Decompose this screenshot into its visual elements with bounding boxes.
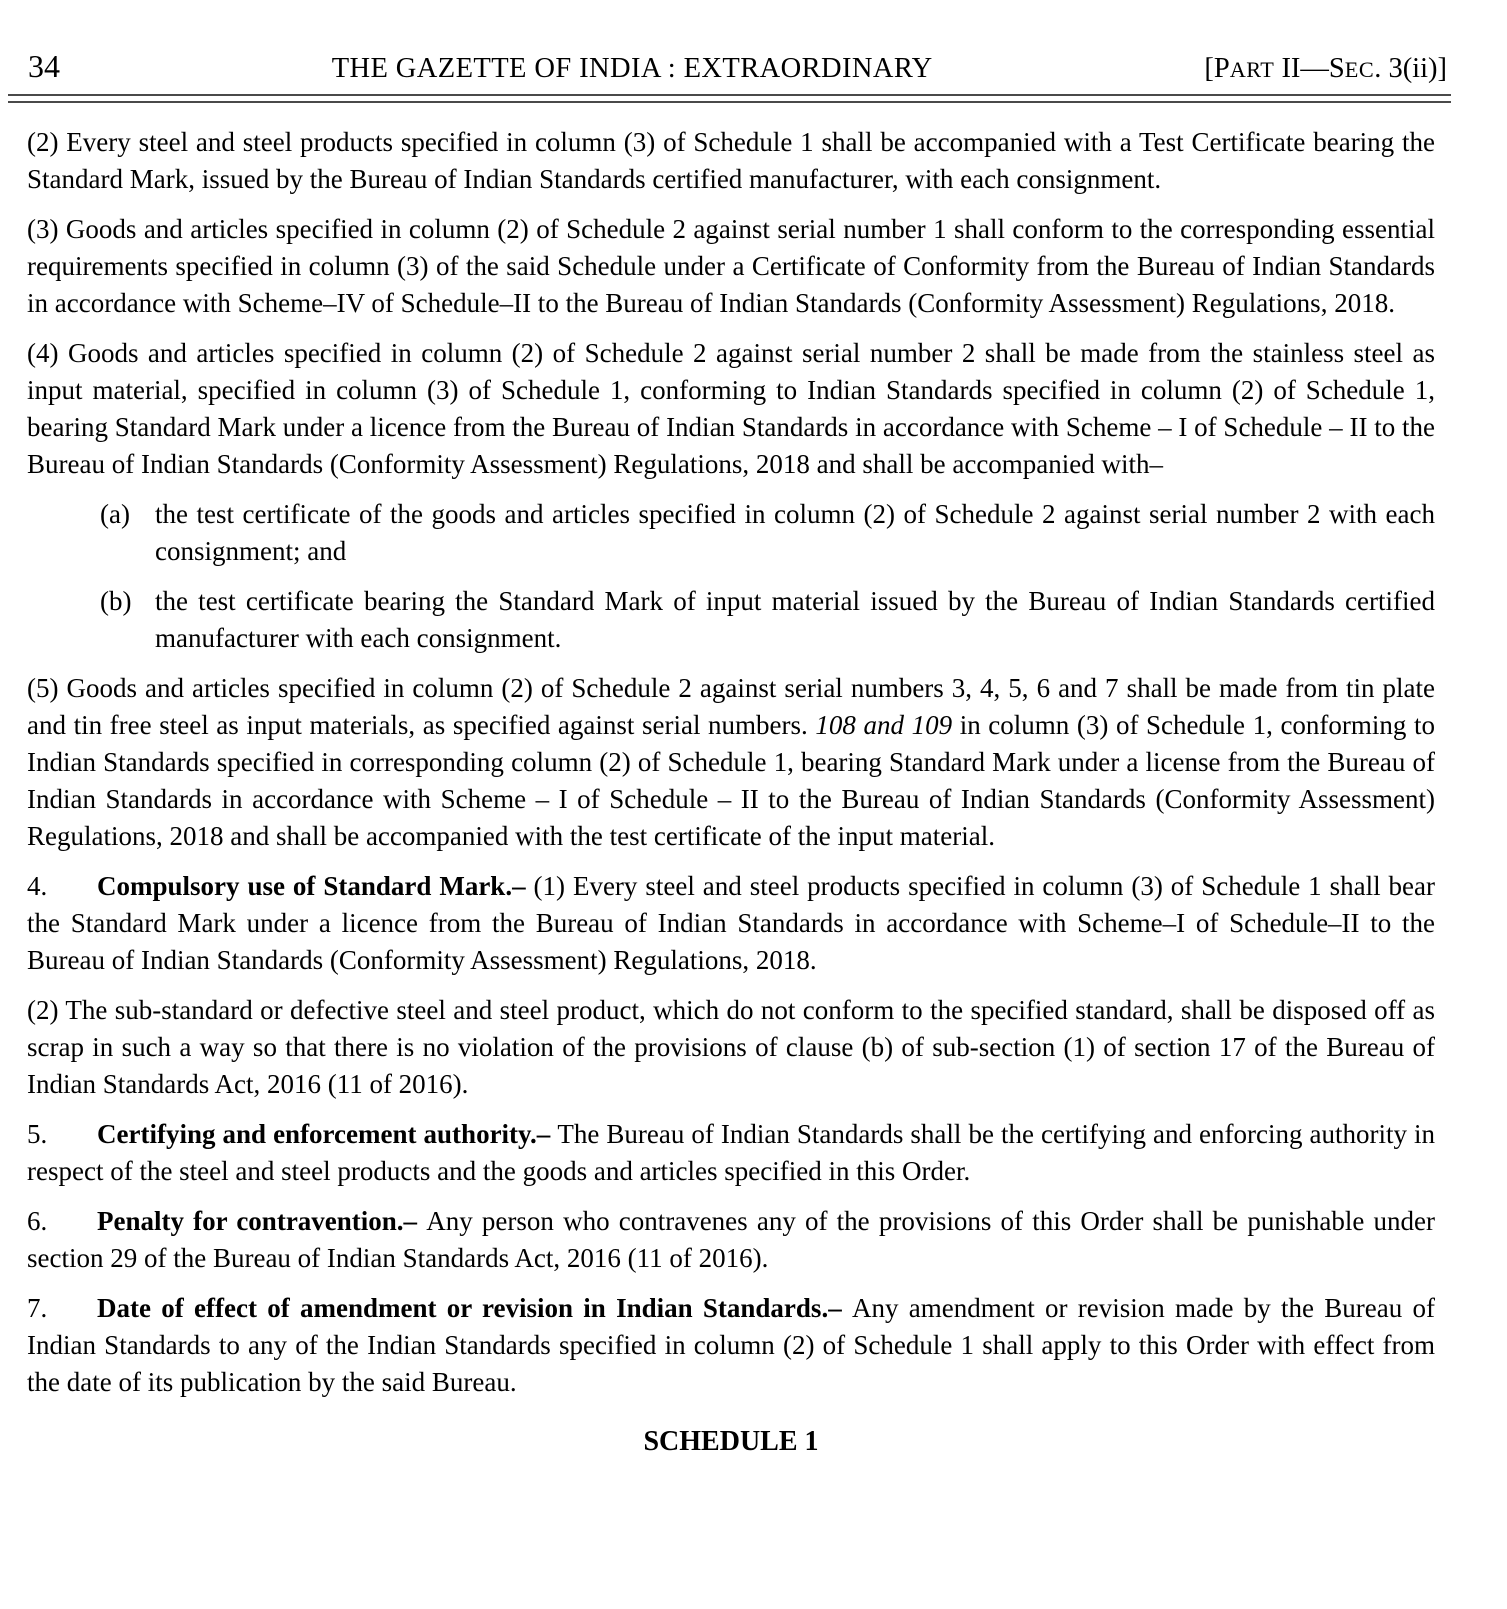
section-7-number: 7. — [27, 1293, 48, 1323]
section-4-text: Compulsory use of Standard Mark.– (1) Every steel and steel products specified in column (3) of Schedule 1 shall bear the Standard Mark under a licence from the Bureau of Indian Standards in accordance with Scheme–I of Schedule–II to the Bureau of Indian Standards (Conformity Assessment) Regulations, 2018. — [27, 871, 1435, 975]
section-6 — [27, 1203, 1435, 1277]
section-5-number: 5. — [27, 1119, 48, 1149]
section-5 — [27, 1116, 1435, 1190]
section-4-clause-2: (2) The sub-standard or defective steel and steel product, which do not conform to the specified standard, shall be disposed off as scrap in such a way so that there is no violation of the provisions of clause (b) of sub-section (1) of section 17 of the Bureau of Indian Standards Act, 2016 (11 of 2016). — [27, 995, 1435, 1099]
clause-4: (4) Goods and articles specified in column (2) of Schedule 2 against serial number 2 shall be made from the stainless steel as input material, specified in column (3) of Schedule 1, conforming to Indian Standards specified in column (2) of Schedule 1, bearing Standard Mark under a licence from the Bureau of Indian Standards in accordance with Scheme – I of Schedule – II to the Bureau of Indian Standards (Conformity Assessment) Regulations, 2018 and shall be accompanied with– — [27, 338, 1435, 479]
clause-3: (3) Goods and articles specified in column (2) of Schedule 2 against serial number 1 shall conform to the corresponding essential requirements specified in column (3) of the said Schedule under a Certificate of Conformity from the Bureau of Indian Standards in accordance with Scheme–IV of Schedule–II to the Bureau of Indian Standards (Conformity Assessment) Regulations, 2018. — [27, 214, 1435, 318]
clause-4b-text: the test certificate bearing the Standard Mark of input material issued by the Bureau of Indian Standards certified manufacturer with each consignment. — [155, 586, 1435, 653]
section-4 — [27, 868, 1435, 979]
clause-4a-label: (a) — [100, 499, 130, 529]
section-5-text: Certifying and enforcement authority.– The Bureau of Indian Standards shall be the certifying and enforcing authority in respect of the steel and steel products and the goods and articles specified in this Order. — [27, 1119, 1435, 1186]
page-number: 34 — [28, 48, 60, 84]
section-6-number: 6. — [27, 1206, 48, 1236]
schedule-1-heading: SCHEDULE 1 — [643, 1426, 819, 1457]
part-section-label: [PART II—SEC. 3(ii)] — [1204, 53, 1447, 84]
document-body — [0, 103, 1507, 1480]
clause-4a — [100, 496, 1435, 570]
page-header — [0, 0, 1507, 94]
clause-4b — [100, 583, 1435, 657]
clause-2: (2) Every steel and steel products specified in column (3) of Schedule 1 shall be accompanied with a Test Certificate bearing the Standard Mark, issued by the Bureau of Indian Standards certified manufacturer, with each consignment. — [27, 127, 1435, 194]
gazette-title: THE GAZETTE OF INDIA : EXTRAORDINARY — [331, 53, 933, 84]
section-7 — [27, 1290, 1435, 1401]
clause-4a-text: the test certificate of the goods and articles specified in column (2) of Schedule 2 against serial number 2 with each consignment; and — [155, 499, 1435, 566]
clause-4b-label: (b) — [100, 586, 132, 616]
section-4-number: 4. — [27, 871, 48, 901]
section-6-text: Penalty for contravention.– Any person who contravenes any of the provisions of this Order shall be punishable under section 29 of the Bureau of Indian Standards Act, 2016 (11 of 2016). — [27, 1206, 1435, 1273]
clause-5: (5) Goods and articles specified in column (2) of Schedule 2 against serial numbers 3, 4, 5, 6 and 7 shall be made from tin plate and tin free steel as input materials, as specified against serial numbers. 108 and 109 in column (3) of Schedule 1, conforming to Indian Standards specified in corresponding column (2) of Schedule 1, bearing Standard Mark under a license from the Bureau of Indian Standards in accordance with Scheme – I of Schedule – II to the Bureau of Indian Standards (Conformity Assessment) Regulations, 2018 and shall be accompanied with the test certificate of the input material. — [27, 673, 1436, 851]
section-7-text: Date of effect of amendment or revision in Indian Standards.– Any amendment or revision made by the Bureau of Indian Standards to any of the Indian Standards specified in column (2) of Schedule 1 shall apply to this Order with effect from the date of its publication by the said Bureau. — [27, 1293, 1435, 1397]
header-double-rule — [8, 94, 1451, 103]
